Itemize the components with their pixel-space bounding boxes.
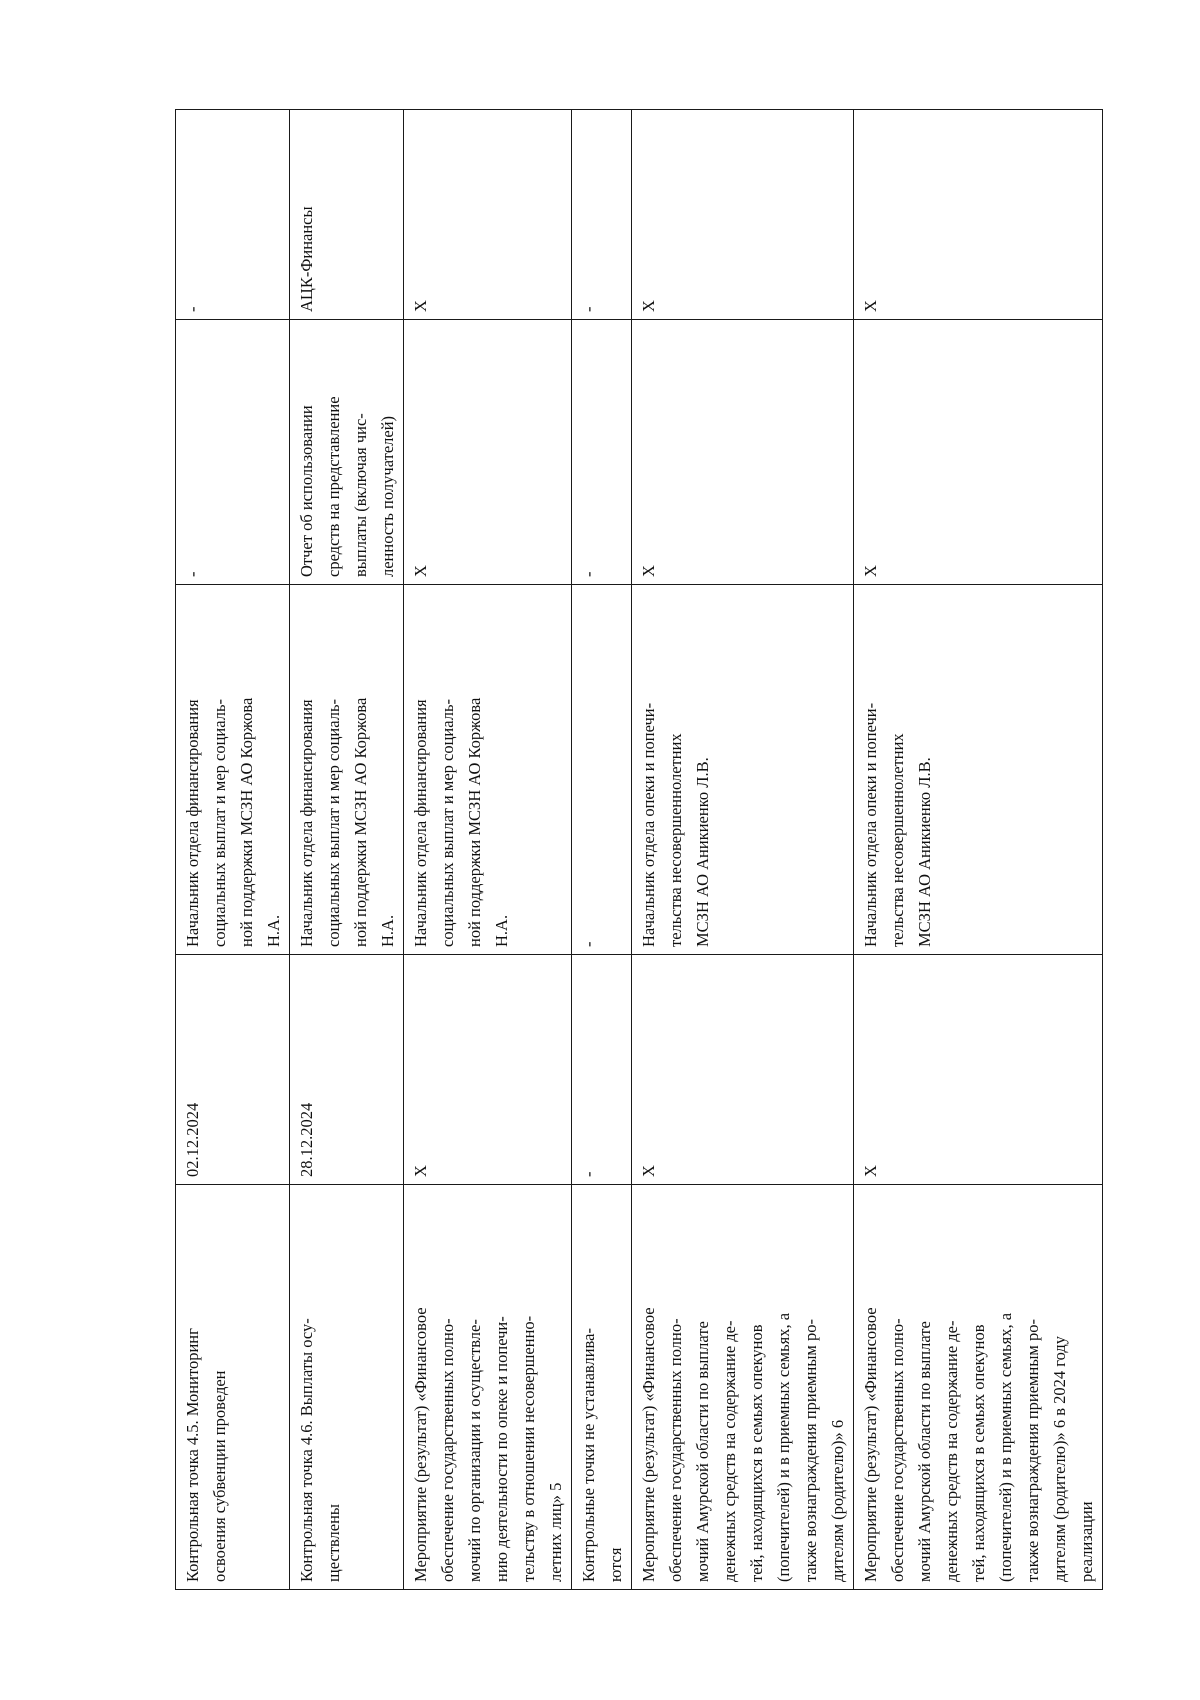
cell-result: Отчет об использовании средств на представление выплаты (включая чис- ленность получателей): [290, 320, 404, 585]
table-row: [404, 110, 572, 1590]
cell-system: X: [854, 110, 1103, 320]
cell-system: АЦК-Финансы: [290, 110, 404, 320]
cell-responsible: -: [572, 585, 632, 955]
cell-system: -: [572, 110, 632, 320]
table-row: [632, 110, 854, 1590]
cell-responsible: Начальник отдела опеки и попечи- тельства несовершеннолетних МСЗН АО Аникиенко Л.В.: [854, 585, 1103, 955]
cell-date: X: [404, 955, 572, 1185]
cell-system: X: [404, 110, 572, 320]
cell-result: -: [572, 320, 632, 585]
cell-responsible: Начальник отдела финансирования социальных выплат и мер социаль- ной поддержки МСЗН АО Коржова Н.А.: [176, 585, 290, 955]
cell-responsible: Начальник отдела финансирования социальных выплат и мер социаль- ной поддержки МСЗН АО Коржова Н.А.: [404, 585, 572, 955]
cell-date: 02.12.2024: [176, 955, 290, 1185]
cell-name: Контрольная точка 4.6. Выплаты осу- ществлены: [290, 1185, 404, 1590]
cell-date: 28.12.2024: [290, 955, 404, 1185]
cell-name: Мероприятие (результат) «Финансовое обеспечение государственных полно- мочий Амурской области по выплате денежных средств на содержание де- тей, находящихся в семьях опекунов (попечителей) и в приемных семьях, а также вознаграждения приемным ро- дителям (родителю)» 6 в 2024 году реализации: [854, 1185, 1103, 1590]
cell-date: X: [854, 955, 1103, 1185]
cell-system: X: [632, 110, 854, 320]
cell-result: X: [404, 320, 572, 585]
table-row: [290, 110, 404, 1590]
cell-date: X: [632, 955, 854, 1185]
cell-result: X: [632, 320, 854, 585]
cell-date: -: [572, 955, 632, 1185]
cell-result: -: [176, 320, 290, 585]
cell-responsible: Начальник отдела финансирования социальных выплат и мер социаль- ной поддержки МСЗН АО Коржова Н.А.: [290, 585, 404, 955]
rotated-document-page: [175, 110, 1096, 1590]
cell-system: -: [176, 110, 290, 320]
cell-name: Мероприятие (результат) «Финансовое обеспечение государственных полно- мочий Амурской области по выплате денежных средств на содержание де- тей, находящихся в семьях опекунов (попечителей) и в приемных семьях, а также вознаграждения приемным ро- дителям (родителю)» 6: [632, 1185, 854, 1590]
table-row: [176, 110, 290, 1590]
table-row: [572, 110, 632, 1590]
cell-responsible: Начальник отдела опеки и попечи- тельства несовершеннолетних МСЗН АО Аникиенко Л.В.: [632, 585, 854, 955]
cell-name: Мероприятие (результат) «Финансовое обеспечение государственных полно- мочий по организации и осуществле- нию деятельности по опеке и попечи- тельству в отношении несовершенно- летних лиц» 5: [404, 1185, 572, 1590]
cell-name: Контрольные точки не устанавлива- ются: [572, 1185, 632, 1590]
table-row: [854, 110, 1103, 1590]
cell-name: Контрольная точка 4.5. Мониторинг освоения субвенции проведен: [176, 1185, 290, 1590]
cell-result: X: [854, 320, 1103, 585]
control-points-table: [175, 109, 1103, 1590]
